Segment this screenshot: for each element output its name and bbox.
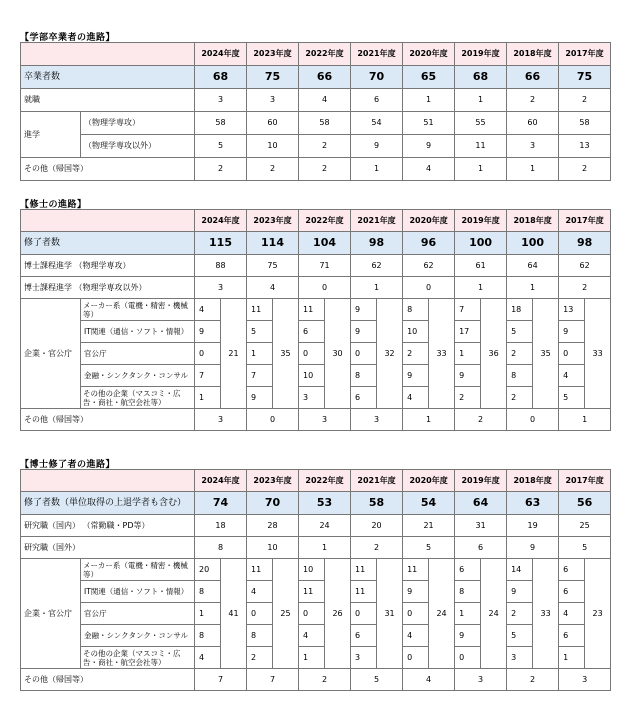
other-row-value: 1 [403,409,455,431]
corporate-sub-row [21,625,611,647]
r2-row-label: 研究職（国外） [21,537,195,559]
corporate-sub-value: 8 [455,581,481,603]
corporate-sub-label: 官公庁 [81,343,195,365]
completers-row-value: 100 [507,232,559,255]
r1-row [21,515,611,537]
year-header: 2022年度 [299,210,351,232]
completers-row-label: 修了者数（単位取得の上退学者も含む） [21,492,195,515]
header-row [21,210,611,232]
d1-row-value: 75 [247,255,299,277]
other-row-value: 7 [195,669,247,691]
corporate-sub-row [21,299,611,321]
corporate-sub-value: 9 [455,625,481,647]
graduates-row-value: 70 [351,66,403,89]
corporate-sub-value: 1 [455,343,481,365]
corporate-sub-value: 3 [351,647,377,669]
corporate-sub-value: 8 [351,365,377,387]
corporate-sub-value: 0 [299,343,325,365]
completers-row-value: 56 [559,492,611,515]
corporate-sub-value: 1 [195,603,221,625]
completers-row [21,232,611,255]
corporate-sub-value: 6 [351,625,377,647]
graduates-row-value: 66 [507,66,559,89]
employment-row-value: 2 [559,89,611,112]
completers-row [21,492,611,515]
employment-row-value: 1 [455,89,507,112]
advancement-value: 58 [299,112,351,135]
corporate-sub-value: 11 [247,559,273,581]
d1-row-value: 62 [559,255,611,277]
corporate-label: 企業・官公庁 [21,559,81,669]
other-row-value: 3 [195,409,247,431]
advancement-value: 9 [403,135,455,158]
corporate-sub-value: 7 [455,299,481,321]
corporate-total-value: 26 [325,559,351,669]
corporate-sub-value: 18 [507,299,533,321]
corporate-sub-value: 9 [559,321,585,343]
corporate-sub-value: 3 [299,387,325,409]
other-row-value: 0 [247,409,299,431]
year-header: 2023年度 [247,43,299,66]
corporate-sub-value: 11 [351,581,377,603]
section-title-undergrad: 【学部卒業者の進路】 [20,33,116,43]
other-row-label: その他（帰国等） [21,409,195,431]
advancement-sub-label: （物理学専攻以外） [81,135,195,158]
graduates-row-value: 68 [455,66,507,89]
d2-row-value: 1 [507,277,559,299]
year-header: 2021年度 [351,470,403,492]
d1-row [21,255,611,277]
corporate-sub-row [21,647,611,669]
corporate-sub-value: 0 [351,343,377,365]
corporate-label: 企業・官公庁 [21,299,81,409]
corporate-sub-value: 9 [455,365,481,387]
corporate-sub-row [21,581,611,603]
corporate-sub-label: 金融・シンクタンク・コンサル [81,625,195,647]
r2-row-value: 10 [247,537,299,559]
d2-row-label: 博士課程進学 （物理学専攻以外） [21,277,195,299]
year-header: 2024年度 [195,43,247,66]
r1-row-value: 19 [507,515,559,537]
other-row-value: 1 [455,158,507,181]
corporate-sub-value: 4 [559,365,585,387]
corporate-sub-value: 0 [403,647,429,669]
r2-row-value: 5 [403,537,455,559]
r1-row-value: 24 [299,515,351,537]
corporate-sub-value: 2 [507,603,533,625]
other-row-value: 1 [507,158,559,181]
corporate-sub-label: その他の企業（マスコミ・広告・商社・航空会社等） [81,387,195,409]
corporate-sub-row [21,321,611,343]
advancement-value: 13 [559,135,611,158]
employment-row-value: 4 [299,89,351,112]
corporate-sub-value: 6 [559,581,585,603]
employment-row-value: 2 [507,89,559,112]
corporate-sub-value: 20 [195,559,221,581]
corporate-sub-value: 4 [403,625,429,647]
corporate-total-value: 25 [273,559,299,669]
corporate-sub-value: 9 [351,321,377,343]
employment-row-value: 3 [247,89,299,112]
corporate-sub-value: 5 [507,321,533,343]
header-row [21,43,611,66]
d2-row-value: 0 [299,277,351,299]
other-row-value: 2 [507,669,559,691]
header-row [21,470,611,492]
completers-row-value: 115 [195,232,247,255]
advancement-value: 60 [507,112,559,135]
corporate-sub-value: 1 [559,647,585,669]
other-row-value: 3 [559,669,611,691]
corporate-total-value: 36 [481,299,507,409]
other-row-label: その他（帰国等） [21,669,195,691]
corporate-sub-value: 2 [507,343,533,365]
corporate-sub-value: 10 [299,365,325,387]
corporate-sub-value: 7 [247,365,273,387]
year-header: 2020年度 [403,43,455,66]
corporate-sub-value: 1 [195,387,221,409]
corporate-sub-value: 0 [195,343,221,365]
year-header: 2021年度 [351,210,403,232]
corporate-sub-label: 官公庁 [81,603,195,625]
corporate-sub-value: 8 [507,365,533,387]
d1-row-value: 62 [351,255,403,277]
year-header: 2018年度 [507,470,559,492]
corporate-sub-value: 4 [559,603,585,625]
r2-row-value: 5 [559,537,611,559]
year-header: 2023年度 [247,470,299,492]
corporate-sub-value: 4 [195,299,221,321]
r2-row-value: 8 [195,537,247,559]
other-row-value: 2 [195,158,247,181]
r1-row-value: 28 [247,515,299,537]
corporate-sub-value: 2 [455,387,481,409]
year-header: 2020年度 [403,210,455,232]
completers-row-value: 58 [351,492,403,515]
completers-row-value: 64 [455,492,507,515]
other-row-value: 3 [299,409,351,431]
graduates-row-value: 75 [247,66,299,89]
header-blank [21,470,195,492]
advancement-sub-label: （物理学専攻） [81,112,195,135]
d2-row-value: 1 [455,277,507,299]
d1-row-value: 61 [455,255,507,277]
other-row-value: 5 [351,669,403,691]
graduates-row-value: 68 [195,66,247,89]
corporate-sub-row [21,603,611,625]
completers-row-value: 96 [403,232,455,255]
corporate-sub-value: 9 [403,581,429,603]
year-header: 2022年度 [299,43,351,66]
corporate-sub-value: 2 [403,343,429,365]
corporate-total-value: 33 [585,299,611,409]
year-header: 2020年度 [403,470,455,492]
corporate-sub-value: 6 [559,559,585,581]
r1-row-value: 31 [455,515,507,537]
other-row-value: 3 [351,409,403,431]
year-header: 2019年度 [455,43,507,66]
r2-row [21,537,611,559]
other-row-value: 2 [455,409,507,431]
corporate-total-value: 41 [221,559,247,669]
completers-row-value: 70 [247,492,299,515]
corporate-sub-value: 11 [403,559,429,581]
corporate-sub-value: 0 [403,603,429,625]
corporate-total-value: 33 [429,299,455,409]
corporate-sub-value: 17 [455,321,481,343]
other-row-value: 1 [559,409,611,431]
d1-row-label: 博士課程進学 （物理学専攻） [21,255,195,277]
completers-row-value: 104 [299,232,351,255]
d2-row [21,277,611,299]
advancement-value: 10 [247,135,299,158]
corporate-total-value: 23 [585,559,611,669]
year-header: 2017年度 [559,210,611,232]
employment-row-value: 1 [403,89,455,112]
corporate-total-value: 35 [533,299,559,409]
corporate-sub-value: 2 [247,647,273,669]
other-row-value: 2 [299,669,351,691]
completers-row-value: 98 [351,232,403,255]
advancement-row-other [21,135,611,158]
doctor-table [20,469,611,691]
corporate-sub-value: 8 [247,625,273,647]
r1-row-value: 25 [559,515,611,537]
corporate-sub-value: 8 [195,581,221,603]
other-row [21,158,611,181]
r1-row-value: 18 [195,515,247,537]
corporate-sub-value: 11 [299,299,325,321]
year-header: 2023年度 [247,210,299,232]
other-row-value: 4 [403,669,455,691]
corporate-sub-value: 0 [455,647,481,669]
corporate-sub-label: その他の企業（マスコミ・広告・商社・航空会社等） [81,647,195,669]
corporate-sub-label: メーカー系（電機・精密・機械等） [81,299,195,321]
corporate-sub-value: 11 [299,581,325,603]
employment-row [21,89,611,112]
corporate-sub-value: 8 [403,299,429,321]
completers-row-label: 修了者数 [21,232,195,255]
corporate-total-value: 31 [377,559,403,669]
advancement-value: 51 [403,112,455,135]
corporate-total-value: 30 [325,299,351,409]
other-row-value: 2 [299,158,351,181]
section-title-master: 【修士の進路】 [20,200,87,210]
graduates-row-value: 65 [403,66,455,89]
corporate-sub-value: 9 [351,299,377,321]
corporate-sub-value: 6 [299,321,325,343]
corporate-sub-value: 3 [507,647,533,669]
corporate-sub-value: 4 [299,625,325,647]
corporate-sub-label: IT関連（通信・ソフト・情報） [81,321,195,343]
year-header: 2024年度 [195,210,247,232]
corporate-total-value: 21 [221,299,247,409]
corporate-sub-label: IT関連（通信・ソフト・情報） [81,581,195,603]
employment-row-value: 6 [351,89,403,112]
advancement-label: 進学 [21,112,81,158]
corporate-sub-value: 6 [455,559,481,581]
d1-row-value: 64 [507,255,559,277]
advancement-value: 58 [195,112,247,135]
corporate-sub-value: 11 [247,299,273,321]
other-row-value: 4 [403,158,455,181]
corporate-sub-value: 4 [195,647,221,669]
r1-row-value: 20 [351,515,403,537]
completers-row-value: 53 [299,492,351,515]
other-row-value: 0 [507,409,559,431]
graduates-row-label: 卒業者数 [21,66,195,89]
other-row-value: 2 [247,158,299,181]
corporate-sub-value: 13 [559,299,585,321]
master-table [20,209,611,431]
d1-row-value: 71 [299,255,351,277]
corporate-sub-row [21,387,611,409]
corporate-sub-value: 1 [299,647,325,669]
r2-row-value: 1 [299,537,351,559]
corporate-sub-value: 0 [299,603,325,625]
corporate-sub-value: 4 [403,387,429,409]
corporate-sub-row [21,559,611,581]
d2-row-value: 3 [195,277,247,299]
corporate-total-value: 32 [377,299,403,409]
corporate-sub-value: 0 [559,343,585,365]
corporate-sub-row [21,343,611,365]
corporate-sub-value: 2 [507,387,533,409]
advancement-value: 58 [559,112,611,135]
completers-row-value: 63 [507,492,559,515]
corporate-sub-value: 0 [351,603,377,625]
r2-row-value: 6 [455,537,507,559]
d2-row-value: 4 [247,277,299,299]
corporate-sub-value: 1 [455,603,481,625]
corporate-sub-value: 1 [247,343,273,365]
advancement-value: 3 [507,135,559,158]
advancement-value: 55 [455,112,507,135]
d1-row-value: 62 [403,255,455,277]
year-header: 2017年度 [559,470,611,492]
year-header: 2024年度 [195,470,247,492]
corporate-sub-value: 4 [247,581,273,603]
year-header: 2019年度 [455,470,507,492]
r1-row-label: 研究職（国内） （常勤職・PD等） [21,515,195,537]
other-row-label: その他（帰国等） [21,158,195,181]
undergrad-table [20,42,611,181]
advancement-value: 9 [351,135,403,158]
completers-row-value: 100 [455,232,507,255]
year-header: 2021年度 [351,43,403,66]
year-header: 2018年度 [507,210,559,232]
employment-row-label: 就職 [21,89,195,112]
year-header: 2017年度 [559,43,611,66]
corporate-sub-value: 11 [351,559,377,581]
employment-row-value: 3 [195,89,247,112]
advancement-value: 54 [351,112,403,135]
other-row [21,409,611,431]
corporate-sub-value: 9 [507,581,533,603]
corporate-sub-value: 8 [195,625,221,647]
corporate-total-value: 35 [273,299,299,409]
corporate-sub-value: 0 [247,603,273,625]
year-header: 2018年度 [507,43,559,66]
advancement-value: 5 [195,135,247,158]
graduates-row [21,66,611,89]
corporate-sub-row [21,365,611,387]
completers-row-value: 54 [403,492,455,515]
other-row [21,669,611,691]
r1-row-value: 21 [403,515,455,537]
corporate-sub-value: 5 [507,625,533,647]
corporate-sub-value: 9 [247,387,273,409]
corporate-sub-value: 10 [299,559,325,581]
completers-row-value: 98 [559,232,611,255]
corporate-sub-value: 6 [351,387,377,409]
advancement-value: 2 [299,135,351,158]
corporate-sub-value: 5 [559,387,585,409]
year-header: 2019年度 [455,210,507,232]
graduates-row-value: 75 [559,66,611,89]
r2-row-value: 9 [507,537,559,559]
corporate-sub-value: 5 [247,321,273,343]
corporate-sub-label: メーカー系（電機・精密・機械等） [81,559,195,581]
header-blank [21,210,195,232]
corporate-sub-value: 14 [507,559,533,581]
other-row-value: 7 [247,669,299,691]
advancement-row-physics [21,112,611,135]
completers-row-value: 114 [247,232,299,255]
corporate-sub-value: 6 [559,625,585,647]
r2-row-value: 2 [351,537,403,559]
corporate-sub-value: 10 [403,321,429,343]
other-row-value: 3 [455,669,507,691]
d2-row-value: 2 [559,277,611,299]
corporate-sub-label: 金融・シンクタンク・コンサル [81,365,195,387]
advancement-value: 60 [247,112,299,135]
header-blank [21,43,195,66]
section-title-doctor: 【博士修了者の進路】 [20,460,116,470]
corporate-total-value: 24 [429,559,455,669]
corporate-total-value: 24 [481,559,507,669]
corporate-sub-value: 7 [195,365,221,387]
other-row-value: 1 [351,158,403,181]
graduates-row-value: 66 [299,66,351,89]
d2-row-value: 1 [351,277,403,299]
corporate-total-value: 33 [533,559,559,669]
other-row-value: 2 [559,158,611,181]
advancement-value: 11 [455,135,507,158]
corporate-sub-value: 9 [195,321,221,343]
d2-row-value: 0 [403,277,455,299]
year-header: 2022年度 [299,470,351,492]
corporate-sub-value: 9 [403,365,429,387]
completers-row-value: 74 [195,492,247,515]
d1-row-value: 88 [195,255,247,277]
